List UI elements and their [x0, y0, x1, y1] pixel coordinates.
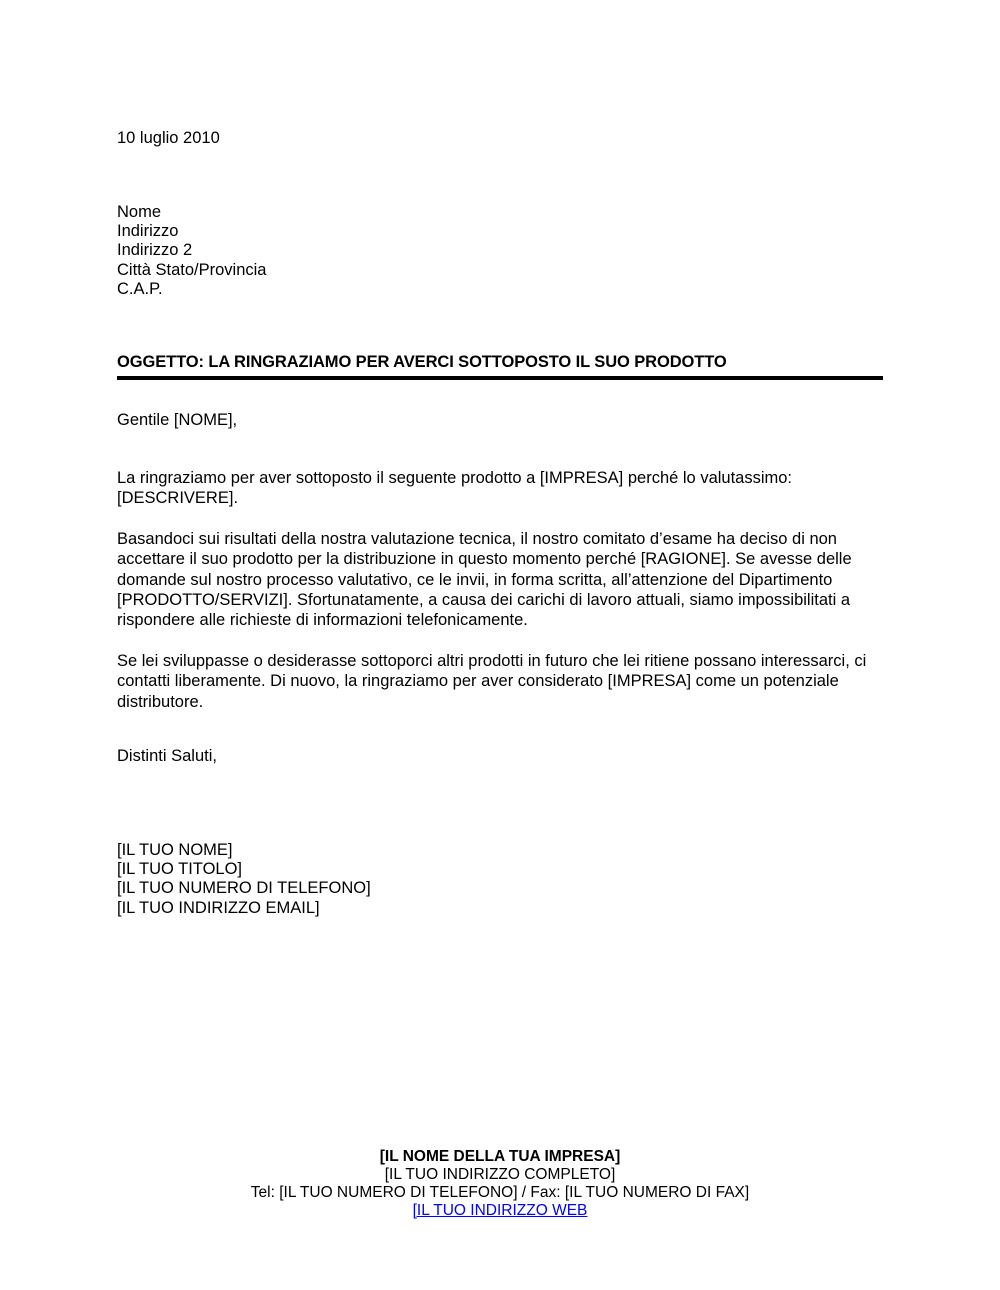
footer-company-name: [IL NOME DELLA TUA IMPRESA]: [379, 1148, 621, 1165]
signature-line: [IL TUO NOME]: [117, 841, 233, 859]
letter-date: 10 luglio 2010: [117, 129, 220, 147]
signature-line: [IL TUO NUMERO DI TELEFONO]: [117, 879, 371, 898]
body-paragraph: Basandoci sui risultati della nostra valutazione tecnica, il nostro comitato d’esame ha deciso di non accettare il suo prodotto per la distribuzione in questo momento perché [RAGIONE]. Se avesse delle domande sul nostro processo valutativo, ce le invii, in forma scritta, all’attenzione del Dipartimento [PRODOTTO/SERVIZI]. Sfortunatamente, a causa dei carichi di lavoro attuali, siamo impossibilitati a rispondere alle richieste di informazioni telefonicamente.: [117, 529, 852, 630]
subject-section: [117, 352, 883, 380]
page-footer: [0, 1148, 1000, 1220]
signature-line: [IL TUO INDIRIZZO EMAIL]: [117, 898, 320, 917]
recipient-line: C.A.P.: [117, 279, 163, 298]
footer-address: [IL TUO INDIRIZZO COMPLETO]: [384, 1166, 616, 1183]
signature-block: [117, 841, 371, 918]
recipient-line: Indirizzo: [117, 222, 179, 241]
footer-website-link[interactable]: [IL TUO INDIRIZZO WEB: [412, 1202, 588, 1219]
salutation: Gentile [NOME],: [117, 411, 238, 429]
footer-website-link-wrap: [0, 1202, 1000, 1220]
body-paragraph: La ringraziamo per aver sottoposto il seguente prodotto a [IMPRESA] perché lo valutassimo: [DESCRIVERE].: [117, 469, 793, 508]
subject-divider-rule: [117, 376, 883, 380]
recipient-line: Città Stato/Provincia: [117, 260, 267, 279]
footer-contact: Tel: [IL TUO NUMERO DI TELEFONO] / Fax: [IL TUO NUMERO DI FAX]: [250, 1184, 750, 1201]
recipient-line: Indirizzo 2: [117, 241, 193, 260]
closing-salutation: Distinti Saluti,: [117, 747, 217, 765]
subject-heading: OGGETTO: LA RINGRAZIAMO PER AVERCI SOTTOPOSTO IL SUO PRODOTTO: [117, 353, 727, 371]
body-paragraph: Se lei sviluppasse o desiderasse sottoporci altri prodotti in futuro che lei ritiene possano interessarci, ci contatti liberamente. Di nuovo, la ringraziamo per aver considerato [IMPRESA] come un potenziale distributore.: [117, 651, 867, 711]
recipient-address-block: [117, 203, 266, 299]
recipient-line: Nome: [117, 203, 162, 221]
letter-body: [117, 468, 885, 712]
signature-line: [IL TUO TITOLO]: [117, 860, 243, 879]
